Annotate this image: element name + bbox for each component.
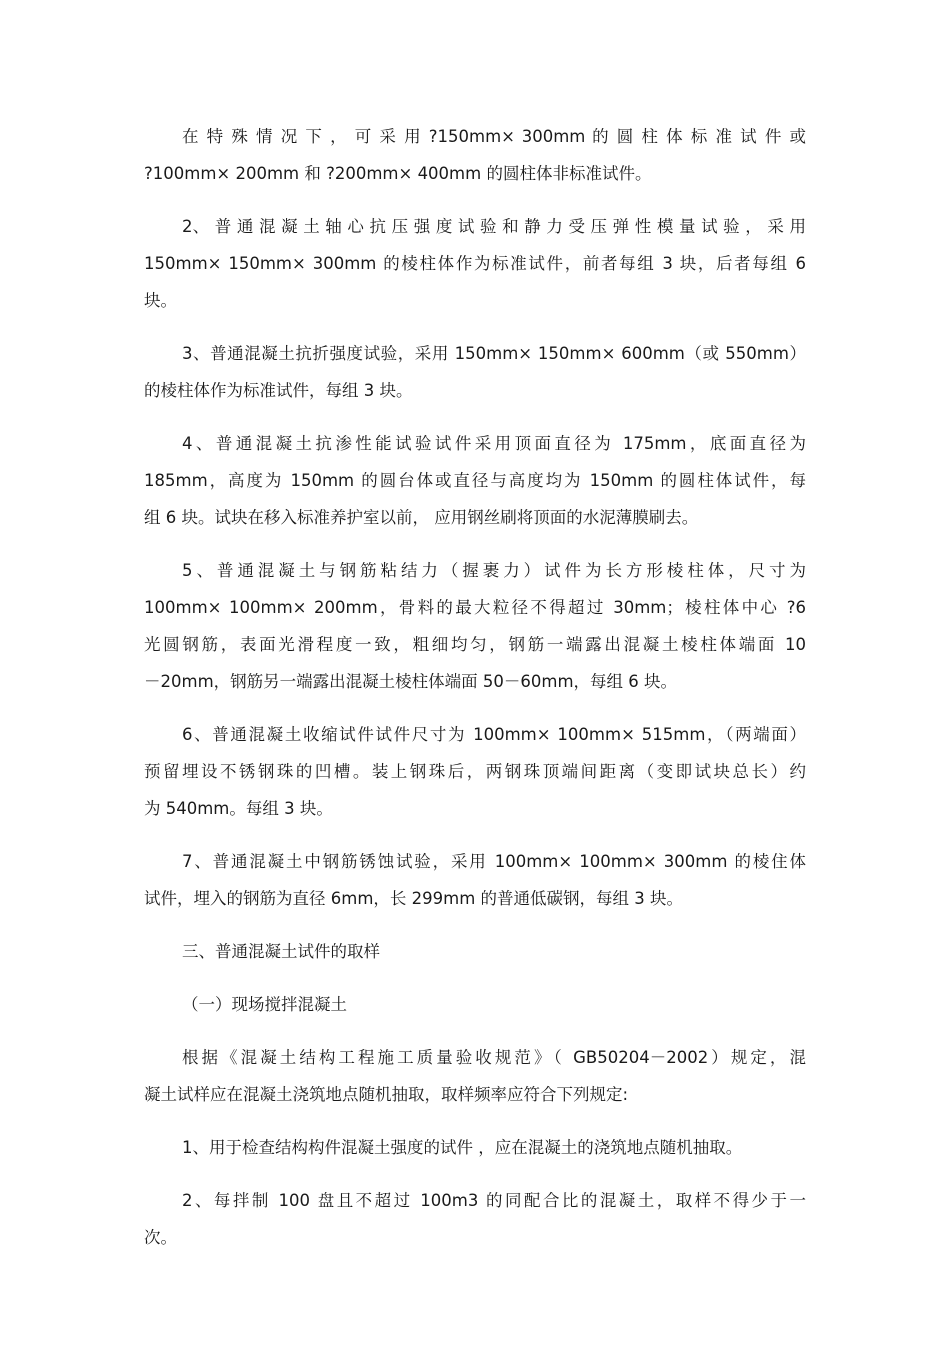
paragraph — [144, 843, 806, 917]
text-line: 7、普通混凝土中钢筋锈蚀试验，采用 100mm× 100mm× 300mm 的棱住体 — [182, 852, 806, 871]
paragraph-gap — [144, 319, 806, 335]
text-line: 2、 普 通 混 凝 土 轴 心 抗 压 强 度 试 验 和 静 力 受 压 弹 性 模 量 试 验 ， 采 用 — [182, 217, 806, 236]
text-line: 185mm，高度为 150mm 的圆台体或直径与高度均为 150mm 的圆柱体试件，每 — [144, 471, 806, 490]
paragraph-gap — [144, 917, 806, 933]
paragraph — [144, 1129, 806, 1166]
paragraph — [144, 335, 806, 409]
text-line: 3、普通混凝土抗折强度试验，采用 150mm× 150mm× 600mm（或 550mm） — [182, 344, 806, 363]
text-line: 6、普通混凝土收缩试件试件尺寸为 100mm× 100mm× 515mm，（两端面） — [182, 725, 806, 744]
paragraph — [144, 1039, 806, 1113]
paragraph — [144, 1182, 806, 1256]
text-line: 为 540mm。每组 3 块。 — [144, 799, 333, 818]
text-line: 100mm× 100mm× 200mm，骨料的最大粒径不得超过 30mm；棱柱体中心 ?6 — [144, 598, 806, 617]
text-line: 光圆钢筋，表面光滑程度一致，粗细均匀，钢筋一端露出混凝土棱柱体端面 10 — [144, 635, 806, 654]
text-line: 凝土试样应在混凝土浇筑地点随机抽取，取样频率应符合下列规定: — [144, 1085, 629, 1104]
paragraph — [144, 425, 806, 536]
text-line: 1、用于检查结构构件混凝土强度的试件 ，应在混凝土的浇筑地点随机抽取。 — [182, 1138, 743, 1157]
text-line: 块。 — [144, 291, 177, 310]
paragraph — [144, 118, 806, 192]
text-line: 组 6 块。试块在移入标准养护室以前， 应用钢丝刷将顶面的水泥薄膜刷去。 — [144, 508, 699, 527]
text-line: 的棱柱体作为标准试件，每组 3 块。 — [144, 381, 413, 400]
text-line: 根据《混凝土结构工程施工质量验收规范》（ GB50204－2002）规定，混 — [182, 1048, 806, 1067]
paragraph — [144, 552, 806, 700]
paragraph — [144, 716, 806, 827]
paragraph-gap — [144, 192, 806, 208]
paragraph-gap — [144, 536, 806, 552]
text-line: 在 特 殊 情 况 下 ， 可 采 用 ?150mm× 300mm 的 圆 柱 体 标 准 试 件 或 — [182, 127, 806, 146]
text-line: 试件，埋入的钢筋为直径 6mm，长 299mm 的普通低碳钢，每组 3 块。 — [144, 889, 684, 908]
text-line: 2、每拌制 100 盘且不超过 100m3 的同配合比的混凝土，取样不得少于一 — [182, 1191, 806, 1210]
paragraph-gap — [144, 970, 806, 986]
paragraph-gap — [144, 1113, 806, 1129]
text-line: 三、普通混凝土试件的取样 — [182, 942, 380, 961]
text-line: ?100mm× 200mm 和 ?200mm× 400mm 的圆柱体非标准试件。 — [144, 164, 652, 183]
paragraph-gap — [144, 1166, 806, 1182]
paragraph-gap — [144, 827, 806, 843]
paragraph — [144, 986, 806, 1023]
paragraph-gap — [144, 700, 806, 716]
text-line: 150mm× 150mm× 300mm 的棱柱体作为标准试件，前者每组 3 块，后者每组 6 — [144, 254, 806, 273]
text-line: 次。 — [144, 1228, 177, 1247]
text-line: 5、普通混凝土与钢筋粘结力（握裹力）试件为长方形棱柱体，尺寸为 — [182, 561, 806, 580]
text-line: 4、普通混凝土抗渗性能试验试件采用顶面直径为 175mm，底面直径为 — [182, 434, 806, 453]
paragraph-gap — [144, 1023, 806, 1039]
text-line: －20mm，钢筋另一端露出混凝土棱柱体端面 50－60mm，每组 6 块。 — [144, 672, 678, 691]
paragraph — [144, 208, 806, 319]
text-line: （一）现场搅拌混凝土 — [182, 995, 347, 1014]
paragraph — [144, 933, 806, 970]
paragraph-gap — [144, 409, 806, 425]
text-line: 预留埋设不锈钢珠的凹槽。装上钢珠后，两钢珠顶端间距离（变即试块总长）约 — [144, 762, 806, 781]
document-body — [144, 118, 806, 1256]
